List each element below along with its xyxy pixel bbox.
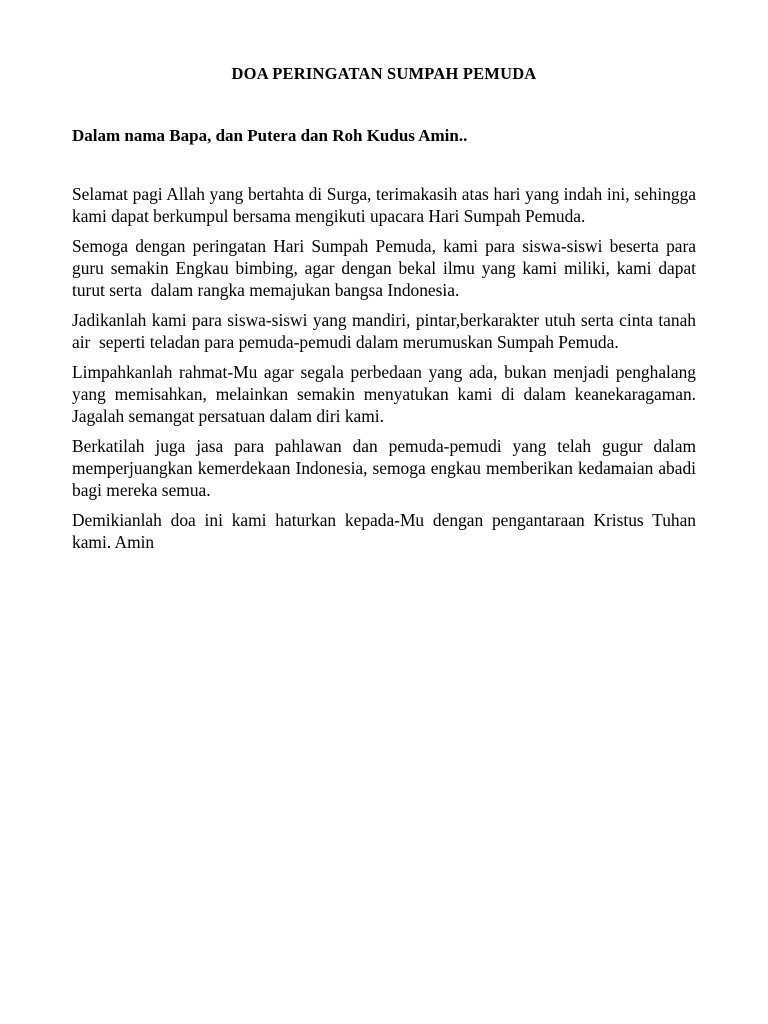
paragraph-unity: Limpahkanlah rahmat-Mu agar segala perbedaan yang ada, bukan menjadi penghalang yang memisahkan, melainkan semakin menyatukan kami di dalam keanekaragaman. Jagalah semangat persatuan dalam diri kami. [72, 362, 701, 426]
invocation-line: Dalam nama Bapa, dan Putera dan Roh Kudus Amin.. [72, 126, 468, 145]
paragraph-heroes: Berkatilah juga jasa para pahlawan dan pemuda-pemudi yang telah gugur dalam memperjuangkan kemerdekaan Indonesia, semoga engkau memberikan kedamaian abadi bagi mereka semua. [72, 436, 701, 500]
prayer-body [72, 183, 701, 561]
document-title: DOA PERINGATAN SUMPAH PEMUDA [231, 64, 537, 83]
paragraph-greeting: Selamat pagi Allah yang bertahta di Surga, terimakasih atas hari yang indah ini, sehingga kami dapat berkumpul bersama mengikuti upacara Hari Sumpah Pemuda. [72, 184, 701, 226]
paragraph-guidance: Semoga dengan peringatan Hari Sumpah Pemuda, kami para siswa-siswi beserta para guru semakin Engkau bimbing, agar dengan bekal ilmu yang kami miliki, kami dapat turut serta dalam rangka memajukan bangsa Indonesia. [72, 236, 701, 300]
paragraph-closing: Demikianlah doa ini kami haturkan kepada-Mu dengan pengantaraan Kristus Tuhan kami. Amin [72, 510, 701, 552]
paragraph-character: Jadikanlah kami para siswa-siswi yang mandiri, pintar,berkarakter utuh serta cinta tanah air seperti teladan para pemuda-pemudi dalam merumuskan Sumpah Pemuda. [72, 310, 701, 352]
